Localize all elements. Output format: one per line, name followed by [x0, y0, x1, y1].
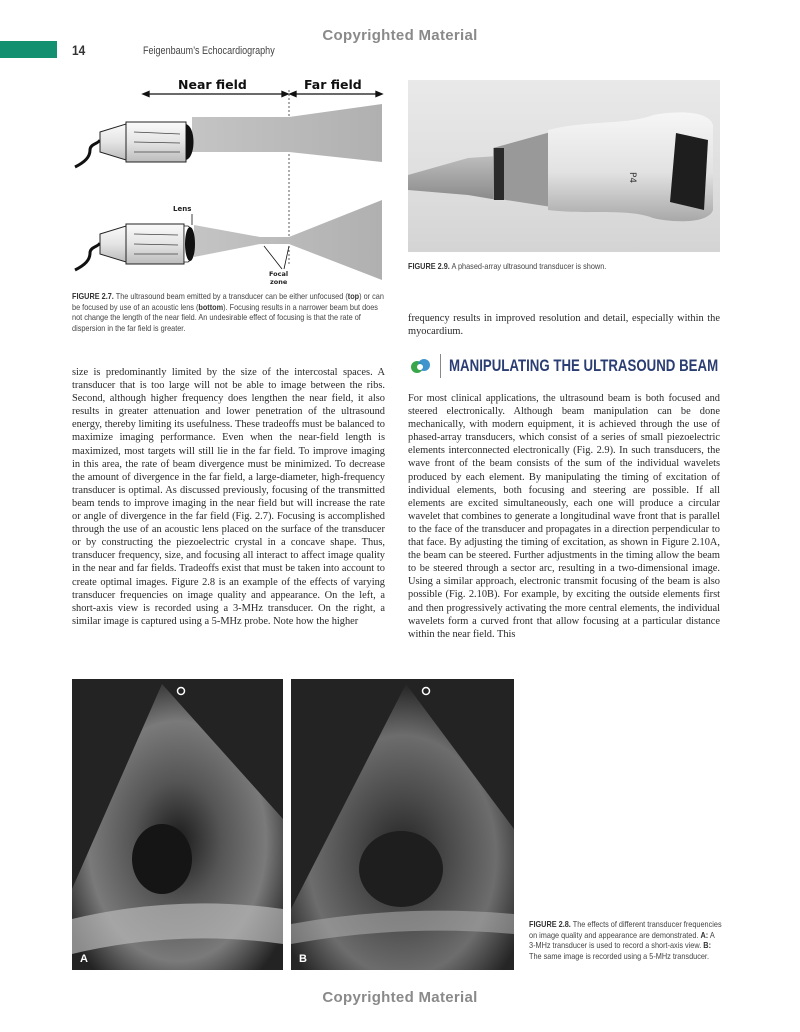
caption-text: The same image is recorded using a 5-MHz transducer.	[529, 950, 709, 961]
heading-divider	[440, 354, 441, 378]
lens-shape	[185, 227, 195, 261]
caption-text: ) or can be focused by use of an acoustic lens (	[72, 291, 384, 312]
caption-text: A phased-array ultrasound transducer is shown.	[449, 261, 607, 271]
panel-a-label: A	[80, 953, 88, 965]
paragraph: size is predominantly limited by the size of the intercostal spaces. A transducer that is too large will not be able to image between the ribs. Second, although higher frequency does lengthen the near field, it also results in greater attenuation and lower penetration of the ultrasound energy, thereby limiting its usefulness. These tradeoffs must be balanced to maximize imaging performance. Even when the near-field length is maximized, most targets will still lie in the far field. To improve imaging in this area, the rate of beam divergence must be minimized. To decrease the amount of divergence in the far field, a large-diameter, high-frequency transducer is optimal. As discussed previously, focusing of the transmitted beam tends to improve imaging in the near field but will increase the rate or angle of divergence in the far field (Fig. 2.7). Focusing is accomplished through the use of an acoustic lens placed on the surface of the transducer or by constructing the piezoelectric crystal in a concave shape. Thus, transducer frequency, size, and focusing all interact to affect image quality in the near and far fields. Tradeoffs exist that must be taken into account to create optimal images. Figure 2.8 is an example of the effects of varying transducer frequencies on image quality and appearance. On the left, a short-axis view is recorded using a 3-MHz transducer. On the right, a similar image is captured using a 5-MHz probe. Note how the higher	[72, 367, 385, 627]
echo-sector-a	[72, 679, 283, 970]
caption-bold-top: top	[347, 291, 360, 301]
focal-pointer-left	[264, 246, 282, 269]
page-number: 14	[72, 42, 86, 58]
echo-sector-b	[291, 679, 514, 970]
caption-text: The effects of different transducer frequencies on image quality and appearance are demonstrated.	[529, 919, 722, 940]
figure-2-7-diagram	[70, 72, 390, 287]
probe-black-band	[494, 148, 504, 200]
transducer-bottom-icon	[75, 224, 195, 270]
phased-array-probe-image	[408, 80, 720, 252]
caption-bold-bottom: bottom	[198, 301, 224, 312]
caption-label: FIGURE 2.8.	[529, 919, 571, 929]
right-column-text	[408, 392, 720, 641]
probe-cable	[408, 156, 498, 200]
far-field-arrow	[290, 92, 382, 97]
section-title: MANIPULATING THE ULTRASOUND BEAM	[449, 356, 719, 375]
figure-2-9-photo	[408, 80, 720, 252]
transducer-top-icon	[75, 122, 194, 167]
section-logo-icon	[410, 357, 432, 375]
echo-image-a	[72, 679, 283, 970]
watermark-top: Copyrighted Material	[322, 27, 478, 44]
focused-beam	[194, 200, 382, 280]
beam-diagram	[70, 72, 390, 287]
caption-bold-a: A:	[700, 929, 709, 940]
caption-text: ). Focusing results in a narrower beam but does not change the length of the near field. An undesirable effect of focusing is that the rate of dispersion in the far field is greater.	[72, 301, 378, 333]
running-head: Feigenbaum’s Echocardiography	[143, 45, 275, 57]
zone-label: zone	[270, 278, 288, 286]
left-column-text	[72, 366, 385, 628]
panel-b-label: B	[299, 953, 307, 965]
caption-text: The ultrasound beam emitted by a transducer can be either unfocused (	[113, 291, 348, 301]
probe-orientation-marker	[423, 688, 430, 695]
caption-bold-b: B:	[703, 940, 712, 951]
near-field-arrow	[143, 92, 288, 97]
far-field-label: Far field	[304, 77, 362, 92]
caption-label: FIGURE 2.7.	[72, 291, 114, 301]
caption-label: FIGURE 2.9.	[408, 261, 450, 271]
echo-image-b	[291, 679, 514, 970]
unfocused-beam	[192, 104, 382, 162]
probe-orientation-marker	[178, 688, 185, 695]
lens-label: Lens	[173, 205, 192, 213]
figure-2-7-caption	[72, 291, 385, 333]
paragraph: For most clinical applications, the ultrasound beam is both focused and steered electronically. Although beam manipulation can be done mechanically, with modern equipment, it is achieved through the use of phased-array transducers, which consist of a series of small piezoelectric elements interconnected electronically (Fig. 2.9). In such transducers, the wave front of the beam consists of the sum of the individual wavelets produced by each element. By manipulating the timing of excitation of individual elements, both focusing and steering are possible. If all elements are excited simultaneously, each one will produce a circular wavelet that combines to generate a longitudinal wave front that is parallel to the face of the transducer and propagates in a direction perpendicular to that face. By adjusting the timing of excitation, as shown in Figure 2.10A, the beam can be steered. Further adjustments in the timing allow the beam to be steered through a sector arc, resulting in a two-dimensional image. Using a similar approach, electronic transmit focusing of the beam is also possible (Fig. 2.10B). For example, by exciting the outside elements first and then progressively activating the more central elements, the individual wavelets form a curved front that allow focusing at a particular distance within the near field. This	[408, 393, 720, 640]
near-field-label: Near field	[178, 77, 247, 92]
figure-2-9-caption	[408, 261, 718, 272]
figure-2-8-caption	[529, 919, 722, 961]
caption-text: A 3-MHz transducer is used to record a short-axis view.	[529, 929, 715, 951]
watermark-bottom: Copyrighted Material	[322, 989, 478, 1006]
focal-label: Focal	[269, 270, 289, 278]
focal-pointer-right	[284, 246, 289, 269]
probe-marking: P4	[627, 172, 637, 184]
probe-face	[670, 133, 708, 210]
paragraph: frequency results in improved resolution and detail, especially within the myocardium.	[408, 313, 720, 338]
section-heading	[410, 354, 794, 378]
right-column-continuation	[408, 312, 720, 338]
chapter-tab	[0, 41, 57, 58]
